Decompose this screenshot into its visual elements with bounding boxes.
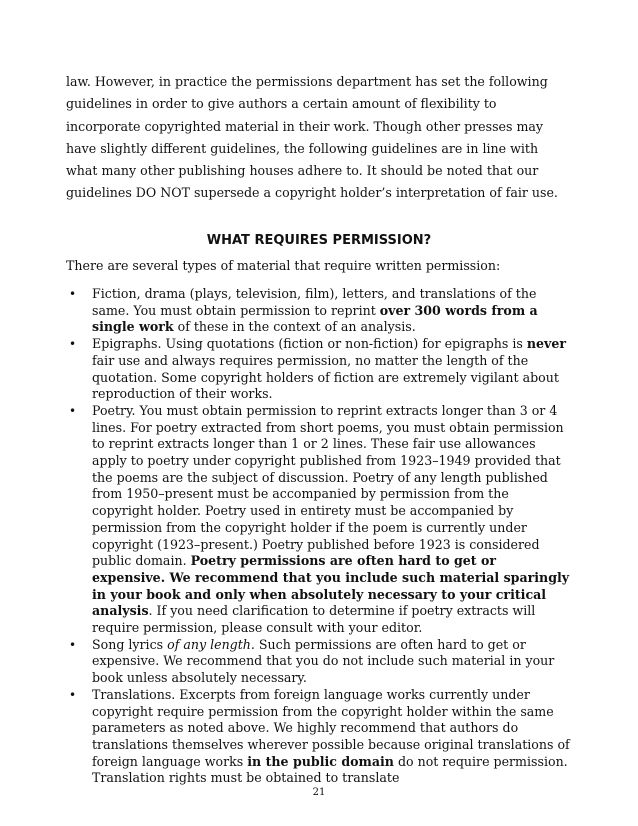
list-item-text (92, 403, 570, 637)
permission-list (66, 286, 570, 787)
bold-run: over 300 words from a single work (92, 302, 538, 335)
text-run: Fiction, drama (plays, television, film), letters, and translations of the same. You must obtain permission to reprint (92, 286, 537, 318)
text-run: Song lyrics (92, 636, 168, 652)
text-run: of these in the context of an analysis. (173, 319, 416, 335)
bold-run: never (526, 336, 567, 352)
list-item-text (92, 286, 570, 336)
list-item-translations (66, 687, 570, 787)
text-run: Translations. Excerpts from foreign language works currently under copyright require permission from the copyright holder within the same parameters as noted above. We highly recommend that authors do translations themselves wherever possible because original translations of foreign language works (92, 686, 570, 769)
list-item-text (92, 687, 570, 787)
list-item-epigraphs (66, 336, 570, 403)
section-heading: WHAT REQUIRES PERMISSION? (206, 233, 432, 248)
list-item-song-lyrics (66, 637, 570, 687)
page-number: 21 (312, 787, 326, 798)
list-item-text (92, 336, 570, 403)
bullet-icon: • (69, 687, 77, 702)
intro-paragraph: law. However, in practice the permissions department has set the following guidelines in order to give authors a certain amount of flexibility to incorporate copyrighted material in their work. Though other presses may have slightly different guidelines, the following guidelines are in line with what many other publishing houses adhere to. It should be noted that our guidelines DO NOT supersede a copyright holder’s interpretation of fair use. (66, 74, 558, 201)
bold-run: Poetry permissions are often hard to get or expensive. We recommend that you include such material sparingly in your book and only when absolutely necessary to your critical analysis (92, 553, 570, 619)
text-run: Epigraphs. Using quotations (fiction or non-fiction) for epigraphs is (92, 336, 527, 352)
bold-run: in the public domain (247, 753, 394, 769)
lead-sentence: There are several types of material that require written permission: (66, 258, 501, 273)
bullet-icon: • (69, 637, 77, 652)
italic-run: of any length (167, 636, 251, 652)
bullet-icon: • (69, 337, 77, 352)
text-run: do not require permission. Translation rights must be obtained to translate (92, 753, 568, 786)
text-run: . Such permissions are often hard to get or expensive. We recommend that you do not include such material in your book unless absolutely necessary. (92, 636, 555, 686)
text-run: fair use and always requires permission, no matter the length of the quotation. Some copyright holders of fiction are extremely vigilant about reproduction of their works. (92, 352, 559, 402)
text-run: Poetry. You must obtain permission to reprint extracts longer than 3 or 4 lines. For poetry extracted from short poems, you must obtain permission to reprint extracts longer than 1 or 2 lines. These fair use allowances apply to poetry under copyright published from 1923–1949 provided that the poems are the subject of discussion. Poetry of any length published from 1950–present must be accompanied by permission from the copyright holder. Poetry used in entirety must be accompanied by permission from the copyright holder if the poem is currently under copyright (1923–present.) Poetry published before 1923 is considered public domain. (92, 402, 564, 569)
list-item-poetry (66, 403, 570, 637)
text-run: . If you need clarification to determine if poetry extracts will require permission, please consult with your editor. (92, 603, 536, 636)
bullet-icon: • (69, 403, 77, 418)
list-item-text (92, 637, 570, 687)
bullet-icon: • (69, 287, 77, 301)
list-item-fiction (66, 286, 570, 336)
